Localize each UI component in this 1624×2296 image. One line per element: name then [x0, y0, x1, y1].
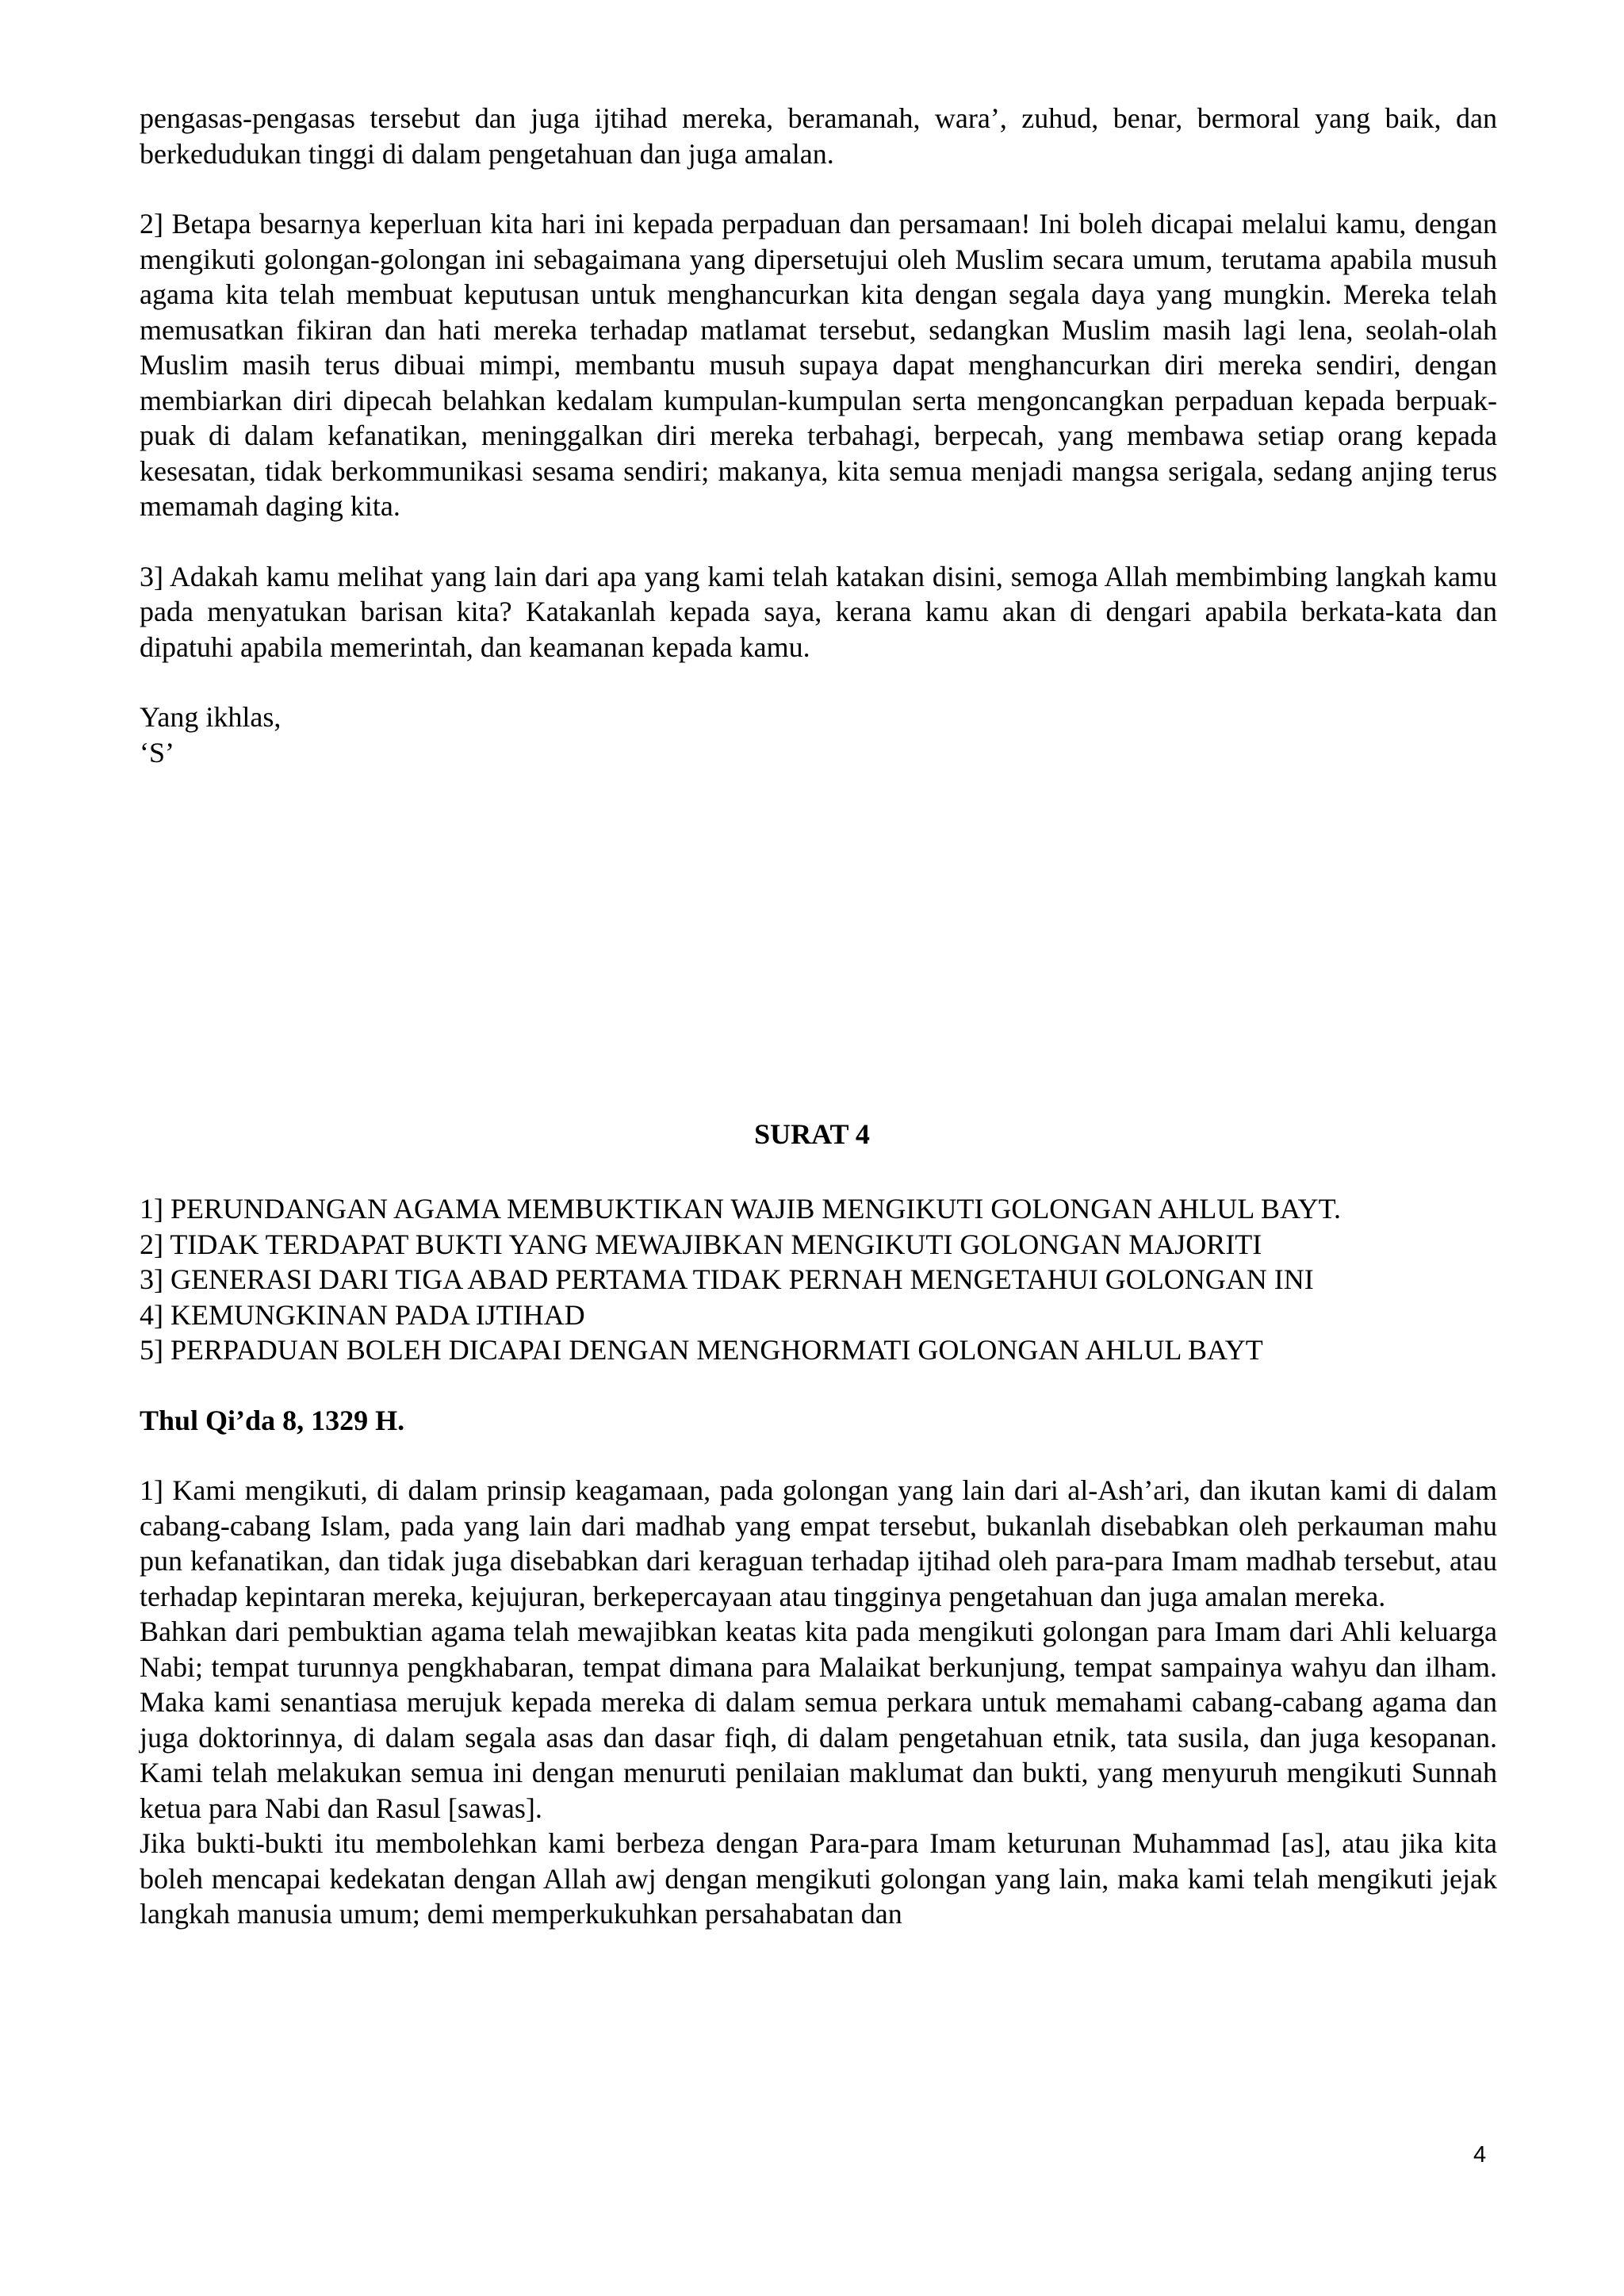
body-paragraph-1: 1] Kami mengikuti, di dalam prinsip keagamaan, pada golongan yang lain dari al-Ash’ari, dan ikutan kami di dalam cabang-cabang Islam, pada yang lain dari madhab yang empat tersebut, bukanlah disebabkan oleh perkauman mahu pun kefanatikan, dan tidak juga disebabkan dari keraguan terhadap ijtihad oleh para-para Imam madhab tersebut, atau terhadap kepintaran mereka, kejujuran, berkepercayaan atau tingginya pengetahuan dan juga amalan mereka. — [140, 1474, 1497, 1612]
closing-line: Yang ikhlas, — [140, 701, 282, 733]
topic-item: 3] GENERASI DARI TIGA ABAD PERTAMA TIDAK PERNAH MENGETAHUI GOLONGAN INI — [140, 1263, 1314, 1295]
letter-date: Thul Qi’da 8, 1329 H. — [140, 1404, 405, 1436]
body-paragraph-3: Jika bukti-bukti itu membolehkan kami berbeza dengan Para-para Imam keturunan Muhammad [as], atau jika kita boleh mencapai kedekatan dengan Allah awj dengan mengikuti golongan yang lain, maka kami telah mengikuti jejak langkah manusia umum; demi memperkukuhkan persahabatan dan — [140, 1827, 1497, 1930]
topic-list — [140, 1191, 1497, 1368]
topic-item: 5] PERPADUAN BOLEH DICAPAI DENGAN MENGHORMATI GOLONGAN AHLUL BAYT — [140, 1334, 1263, 1366]
signature: ‘S’ — [140, 736, 174, 769]
upper-body — [140, 101, 1497, 770]
letter-heading: SURAT 4 — [754, 1118, 870, 1150]
lower-body — [140, 1191, 1497, 1932]
page-number: 4 — [1473, 2142, 1487, 2168]
paragraph-3: 3] Adakah kamu melihat yang lain dari apa yang kami telah katakan disini, semoga Allah membimbing langkah kamu pada menyatukan barisan kita? Katakanlah kepada saya, kerana kamu akan di dengari apabila berkata-kata dan dipatuhi apabila memerintah, dan keamanan kepada kamu. — [140, 560, 1497, 663]
topic-item: 4] KEMUNGKINAN PADA IJTIHAD — [140, 1298, 585, 1331]
topic-item: 2] TIDAK TERDAPAT BUKTI YANG MEWAJIBKAN MENGIKUTI GOLONGAN MAJORITI — [140, 1228, 1262, 1260]
signoff — [140, 700, 1497, 770]
topic-item: 1] PERUNDANGAN AGAMA MEMBUKTIKAN WAJIB MENGIKUTI GOLONGAN AHLUL BAYT. — [140, 1193, 1341, 1225]
body-paragraph-2: Bahkan dari pembuktian agama telah mewajibkan keatas kita pada mengikuti golongan para Imam dari Ahli keluarga Nabi; tempat turunnya pengkhabaran, tempat dimana para Malaikat berkunjung, tempat sampainya wahyu dan ilham. Maka kami senantiasa merujuk kepada mereka di dalam semua perkara untuk memahami cabang-cabang agama dan juga doktorinnya, di dalam segala asas dan dasar fiqh, di dalam pengetahuan etnik, tata susila, dan juga kesopanan. Kami telah melakukan semua ini dengan menuruti penilaian maklumat dan bukti, yang menyuruh mengikuti Sunnah ketua para Nabi dan Rasul [sawas]. — [140, 1616, 1497, 1824]
paragraph-continuation: pengasas-pengasas tersebut dan juga ijtihad mereka, beramanah, wara’, zuhud, benar, bermoral yang baik, dan berkedudukan tinggi di dalam pengetahuan dan juga amalan. — [140, 102, 1497, 170]
paragraph-2: 2] Betapa besarnya keperluan kita hari ini kepada perpaduan dan persamaan! Ini boleh dicapai melalui kamu, dengan mengikuti golongan-golongan ini sebagaimana yang dipersetujui oleh Muslim secara umum, terutama apabila musuh agama kita telah membuat keputusan untuk menghancurkan kita dengan segala daya yang mungkin. Mereka telah memusatkan fikiran dan hati mereka terhadap matlamat tersebut, sedangkan Muslim masih lagi lena, seolah-olah Muslim masih terus dibuai mimpi, membantu musuh supaya dapat menghancurkan diri mereka sendiri, dengan membiarkan diri dipecah belahkan kedalam kumpulan-kumpulan serta mengoncangkan perpaduan kepada berpuak-puak di dalam kefanatikan, meninggalkan diri mereka terbahagi, berpecah, yang membawa setiap orang kepada kesesatan, tidak berkommunikasi sesama sendiri; makanya, kita semua menjadi mangsa serigala, sedang anjing terus memamah daging kita. — [140, 208, 1497, 522]
